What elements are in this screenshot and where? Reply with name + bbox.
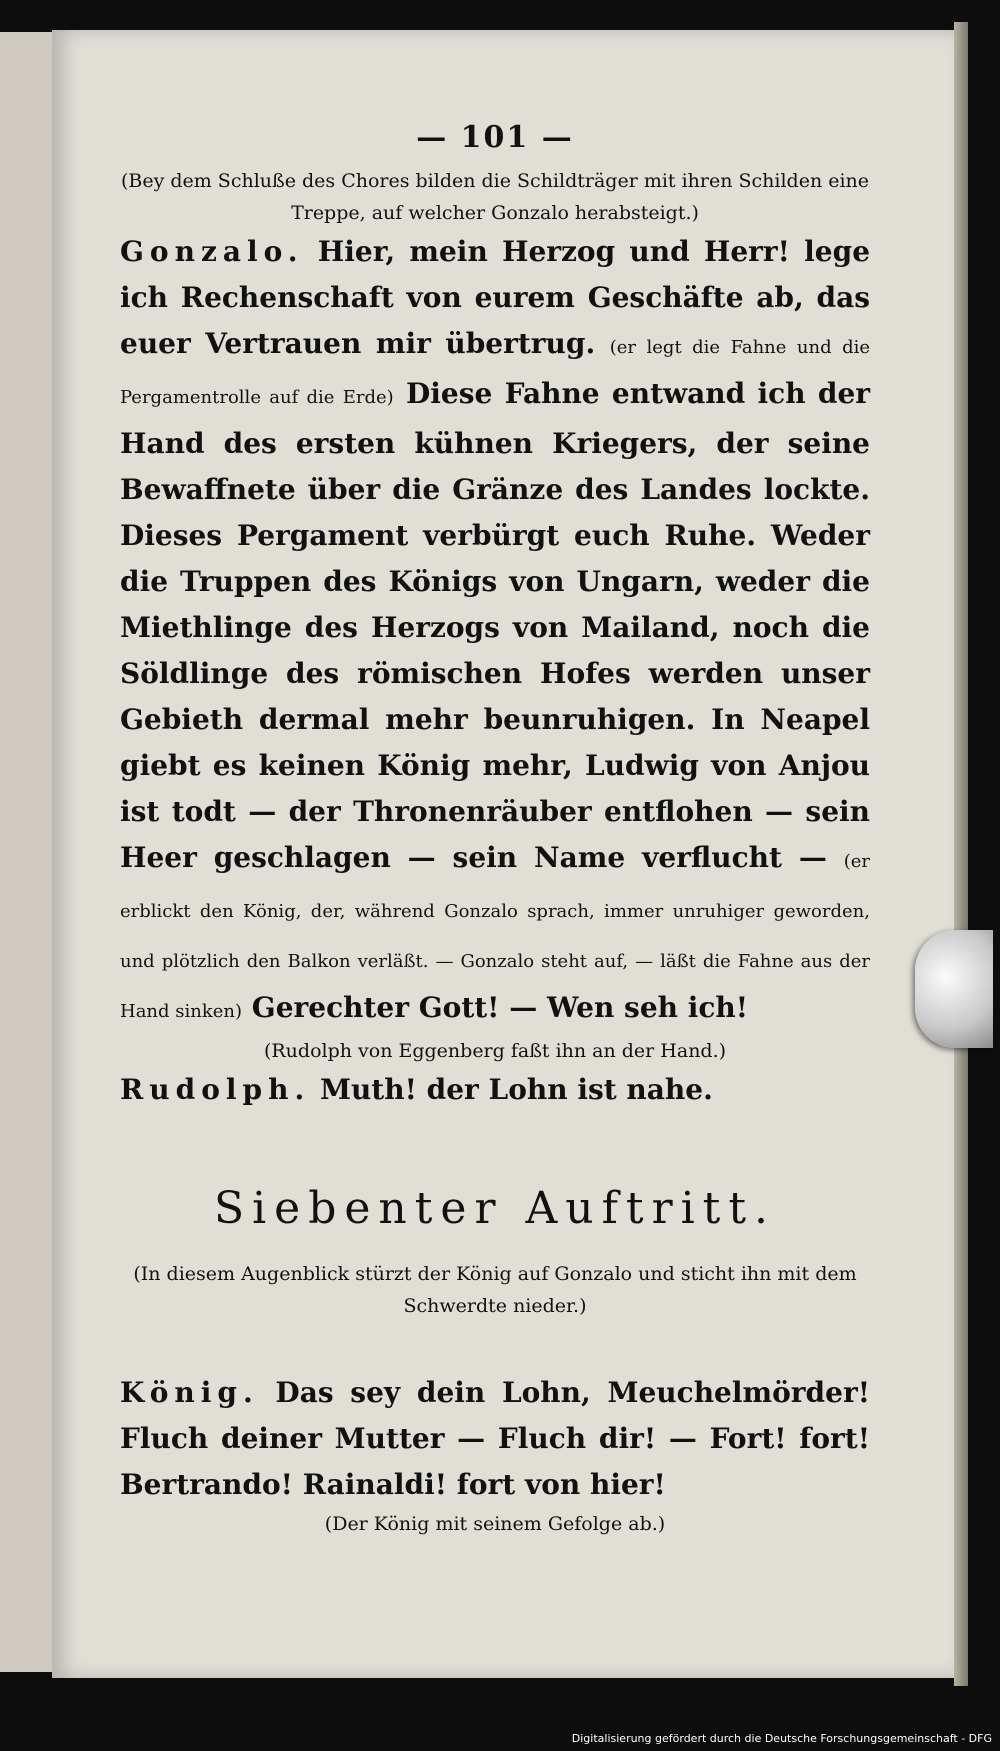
speech-text: Hier, mein Herzog und Herr! lege ich Rechenschaft von eurem Geschäfte ab, das euer Vertrauen mir übertrug. <box>120 235 871 360</box>
speech-text: Muth! der Lohn ist nahe. <box>319 1073 713 1106</box>
speech-text: Gerechter Gott! — Wen seh ich! <box>251 991 749 1024</box>
left-page-edge <box>0 32 55 1672</box>
stage-direction: (Rudolph von Eggenberg faßt ihn an der Hand.) <box>263 1040 727 1062</box>
speaker-gonzalo: Gonzalo. <box>120 235 304 268</box>
speech-text: Diese Fahne entwand ich der Hand des ersten kühnen Kriegers, der seine Bewaffnete über die Gränze des Landes lockte. Dieses Pergament verbürgt euch Ruhe. Weder die Truppen des Königs von Ungarn, weder die Miethlinge des Herzogs von Mailand, noch die Söldlinge des römischen Hofes werden unser Gebieth dermal mehr beunruhigen. In Neapel giebt es keinen König mehr, Ludwig von Anjou ist todt — der Thronenräuber entflohen — sein Heer geschlagen — sein Name verflucht — <box>120 377 871 874</box>
spacer <box>120 1322 870 1370</box>
page-content <box>120 120 870 1540</box>
speaker-rudolph: Rudolph. <box>120 1073 311 1106</box>
page-clip <box>915 930 993 1048</box>
konig-speech <box>120 1370 870 1508</box>
speaker-konig: König. <box>120 1376 259 1409</box>
stage-direction: (Bey dem Schluße des Chores bilden die Schildträger mit ihren Schilden eine Treppe, auf welcher Gonzalo herabsteigt.) <box>120 170 870 224</box>
stage-direction: (In diesem Augenblick stürzt der König auf Gonzalo und sticht ihn mit dem Schwerdte nieder.) <box>133 1263 857 1317</box>
page-stack-edge <box>954 22 968 1686</box>
stage-direction: (Der König mit seinem Gefolge ab.) <box>324 1513 666 1535</box>
inline-stage-direction: (er legt die Fahne und die Pergamentrolle auf die Erde) <box>120 337 871 408</box>
rudolph-speech <box>120 1067 870 1113</box>
speech-text: Das sey dein Lohn, Meuchelmörder! Fluch deiner Mutter — Fluch dir! — Fort! fort! Bertrando! Rainaldi! fort von hier! <box>120 1376 870 1501</box>
gonzalo-speech <box>120 229 870 1035</box>
scene-title: Siebenter Auftritt. <box>213 1183 777 1234</box>
digitization-credit: Digitalisierung gefördert durch die Deutsche Forschungsgemeinschaft - DFG <box>571 1732 992 1745</box>
page-number: — 101 — <box>416 120 574 155</box>
inline-stage-direction: (er erblickt den König, der, während Gonzalo sprach, immer unruhiger geworden, und plötzlich den Balkon verläßt. — Gonzalo steht auf, — läßt die Fahne aus der Hand sinken) <box>120 851 871 1022</box>
